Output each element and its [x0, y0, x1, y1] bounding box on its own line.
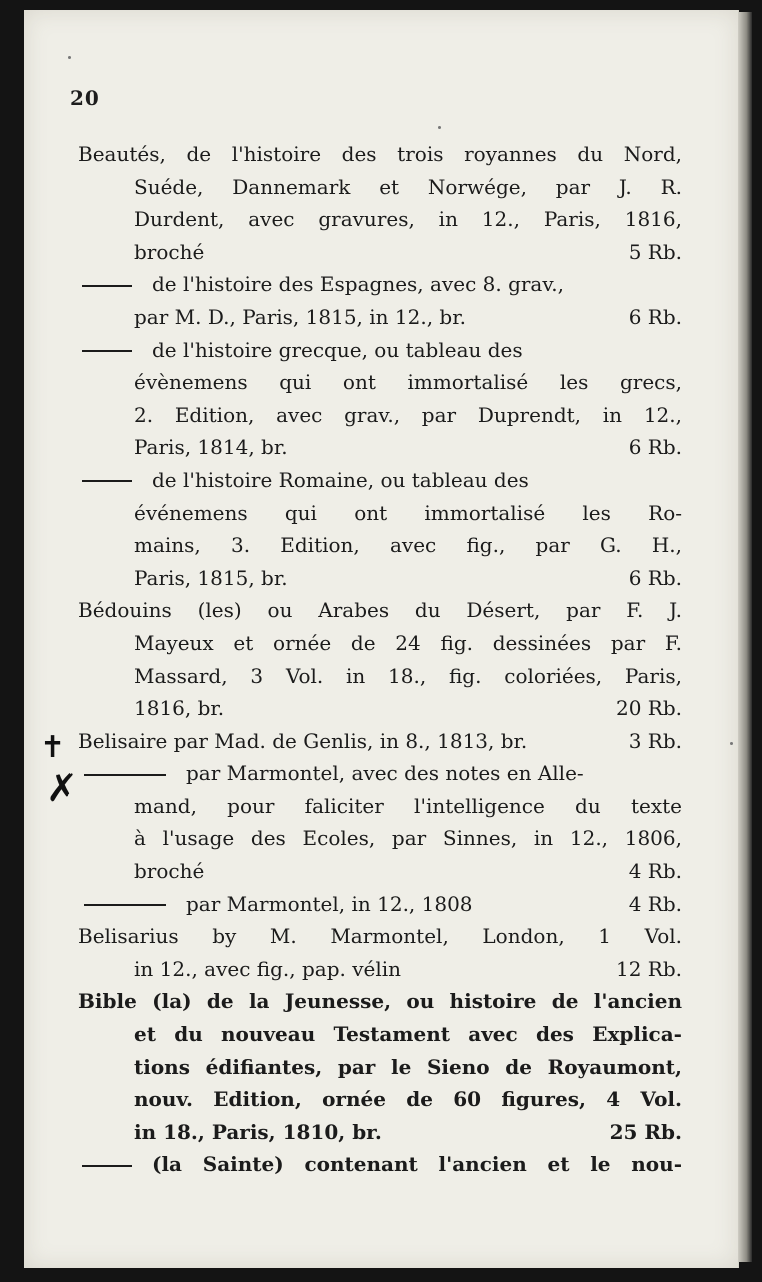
entry-text: de l'histoire Romaine, ou tableau des	[152, 467, 529, 492]
entry-line: et du nouveau Testament avec des Explica-	[134, 1022, 682, 1047]
ditto-dash	[82, 285, 132, 287]
ditto-dash	[82, 350, 132, 352]
catalogue-entry	[78, 268, 682, 333]
ditto-dash	[82, 1165, 132, 1167]
entry-line: nouv. Edition, ornée de 60 figures, 4 Vol.	[134, 1087, 682, 1112]
entry-line: Belisarius by M. Marmontel, London, 1 Vol.	[78, 924, 682, 949]
entry-line	[78, 334, 682, 367]
entry-line: Durdent, avec gravures, in 12., Paris, 1816,	[134, 207, 682, 232]
entry-line	[78, 757, 682, 790]
page-edge	[738, 12, 752, 1262]
entry-line	[78, 725, 682, 758]
entry-line: tions édifiantes, par le Sieno de Royaumont,	[134, 1054, 682, 1079]
entry-price: 3 Rb.	[628, 728, 682, 753]
paper-speck	[730, 742, 733, 745]
catalogue-entry	[78, 920, 682, 985]
entry-text: par Marmontel, avec des notes en Alle-	[186, 761, 584, 786]
entry-line	[78, 888, 682, 921]
entry-line	[134, 953, 682, 986]
entry-price: 6 Rb.	[628, 304, 682, 329]
catalogue-entry	[78, 985, 682, 1148]
entry-line	[134, 692, 682, 725]
catalogue-entry	[78, 464, 682, 594]
entry-line: à l'usage des Ecoles, par Sinnes, in 12., 1806,	[134, 826, 682, 851]
entry-line	[78, 268, 682, 301]
entry-text: broché	[134, 239, 205, 264]
entry-text: (la Sainte) contenant l'ancien et le nou-	[152, 1152, 682, 1177]
entry-text: de l'histoire grecque, ou tableau des	[152, 337, 523, 362]
entry-price: 6 Rb.	[628, 565, 682, 590]
entry-line	[134, 431, 682, 464]
ditto-dash	[84, 904, 166, 906]
entry-line: mand, pour faliciter l'intelligence du texte	[134, 793, 682, 818]
entry-line: Mayeux et ornée de 24 fig. dessinées par F.	[134, 630, 682, 655]
catalogue-entry	[78, 888, 682, 921]
catalogue-entry	[78, 334, 682, 464]
entry-line: Massard, 3 Vol. in 18., fig. coloriées, Paris,	[134, 663, 682, 688]
entry-line: Bédouins (les) ou Arabes du Désert, par F. J.	[78, 598, 682, 623]
catalogue-entry	[78, 138, 682, 268]
entry-line	[134, 1116, 682, 1149]
entry-text: Belisaire par Mad. de Genlis, in 8., 1813, br.	[78, 728, 528, 753]
entry-line: Bible (la) de la Jeunesse, ou histoire de l'ancien	[78, 989, 682, 1014]
entry-line: évènemens qui ont immortalisé les grecs,	[134, 370, 682, 395]
entry-line: 2. Edition, avec grav., par Duprendt, in 12.,	[134, 402, 682, 427]
entry-line	[134, 562, 682, 595]
paper-speck	[438, 126, 441, 129]
ditto-dash	[84, 774, 166, 776]
entry-line	[134, 301, 682, 334]
entry-text: in 12., avec fig., pap. vélin	[134, 956, 402, 981]
entry-text: par M. D., Paris, 1815, in 12., br.	[134, 304, 466, 329]
catalogue-entry	[78, 725, 682, 758]
entry-text: broché	[134, 859, 205, 884]
catalogue-entry	[78, 757, 682, 887]
entry-text: 1816, br.	[134, 696, 225, 721]
entry-line: Suéde, Dannemark et Norwége, par J. R.	[134, 174, 682, 199]
entry-text: in 18., Paris, 1810, br.	[134, 1119, 382, 1144]
page-number: 20	[70, 86, 100, 110]
entry-price: 6 Rb.	[628, 435, 682, 460]
entry-line	[78, 464, 682, 497]
entry-text: Paris, 1814, br.	[134, 435, 288, 460]
entry-line: mains, 3. Edition, avec fig., par G. H.,	[134, 533, 682, 558]
handwritten-cross-mark: ✝	[40, 730, 66, 765]
entry-text: par Marmontel, in 12., 1808	[186, 891, 473, 916]
entry-line	[134, 855, 682, 888]
ditto-dash	[82, 480, 132, 482]
entry-text: de l'histoire des Espagnes, avec 8. grav.,	[152, 272, 564, 297]
entry-price: 25 Rb.	[609, 1119, 682, 1144]
entry-line	[134, 236, 682, 269]
entry-text: Paris, 1815, br.	[134, 565, 288, 590]
entry-line	[78, 1148, 682, 1181]
entry-price: 12 Rb.	[615, 956, 682, 981]
paper-speck	[68, 56, 71, 59]
handwritten-x-mark: ✗	[46, 766, 78, 810]
entry-line: Beautés, de l'histoire des trois royannes du Nord,	[78, 142, 682, 166]
entry-price: 4 Rb.	[628, 891, 682, 916]
entry-price: 20 Rb.	[615, 696, 682, 721]
catalogue-entry	[78, 594, 682, 724]
catalogue-entry	[78, 1148, 682, 1181]
catalogue-entries	[78, 138, 682, 1181]
entry-line: événemens qui ont immortalisé les Ro-	[134, 500, 682, 525]
entry-price: 4 Rb.	[628, 859, 682, 884]
entry-price: 5 Rb.	[628, 239, 682, 264]
